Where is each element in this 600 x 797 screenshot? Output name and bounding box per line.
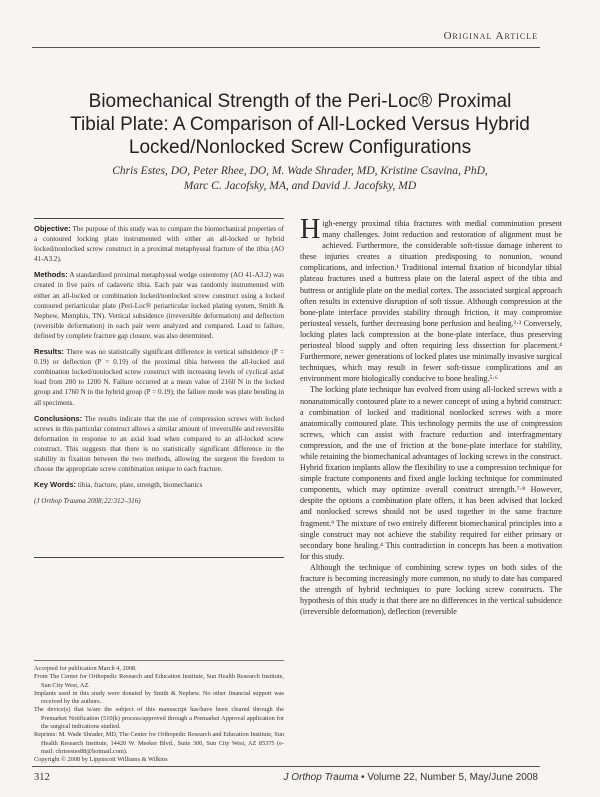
authors-line-1: Chris Estes, DO, Peter Rhee, DO, M. Wade Shrader, MD, Kristine Csavina, PhD, bbox=[112, 165, 488, 177]
journal-citation: (J Orthop Trauma 2008;22:312–316) bbox=[34, 497, 141, 506]
issue-info: • Volume 22, Number 5, May/June 2008 bbox=[358, 772, 538, 783]
article-title bbox=[40, 90, 560, 159]
footer-rule bbox=[32, 766, 540, 767]
body-paragraph-3: Although the technique of combining screw types on both sides of the fracture is becoming increasingly more common, no study to date has compared the strength of hybrid techniques to pure locking screw constructs. The hypothesis of this study is that there are no differences in the vertical subsidence (irreversible deformation), deflection (reversible bbox=[300, 562, 562, 617]
body-paragraph-2: The locking plate technique has evolved from using all-locked screws with a nonanatomically contoured plate to a newer concept of using a hybrid construct: a combination of locked and traditional nonlocked screws with a more anatomically contoured plate. This technology permits the use of compression screws, which can assist with fracture reduction and interfragmentary compression, and the use of friction at the bone-plate interface for stability, while retaining the biomechanical advantages of locking screws in the construct. Hybrid fixation implants allow the flexibility to use a compression technique for simple fracture components and fixed angle locking technique for comminuted components, which may optimize overall construct strength.⁷·⁸ However, despite the options a combination plate offers, it has been advised that locked and nonlocked screws should not be used together in the same fracture fragment.⁹ The mixture of two entirely different biomechanical principles into a single construct may not achieve the stability required for either primary or secondary bone healing.⁴ This contradiction in concepts has been a motivation for this study. bbox=[300, 385, 562, 561]
abstract bbox=[34, 218, 284, 558]
authors-line-2: Marc C. Jacofsky, MA, and David J. Jacofsky, MD bbox=[183, 180, 417, 192]
body-paragraph-1-text: igh-energy proximal tibia fractures with medial comminution present many challenges. Joint reduction and restoration of alignment must be achieved. Furthermore, the considerable soft-tissue damage inherent to these injuries creates a situation predisposing to nonunion, wound complications, and infection.¹ Traditional internal fixation of bicondylar tibial plateau fractures used a buttress plate on the lateral aspect of the tibia and buttress or antiglide plate on the medial cortex. The associated surgical approach often results in extensive disruption of soft tissue. Although compression at the bone-plate interface provides stability through friction, it may compromise periosteal vessels, further decreasing bone perfusion and healing.²·³ Conversely, locking plates lack compression at the bone-plate interface, thus preserving periosteal blood supply and often requiring less dissection for placement.⁴ Furthermore, newer generations of locked plates use minimally invasive surgical techniques, which may result in fewer soft-tissue complications and an environment more biologically conducive to bone healing.⁵·⁶ bbox=[300, 219, 562, 384]
footnote-devices: The device(s) that is/are the subject of this manuscript has/have been cleared through the Premarket Notification (510(k) process/approved through a Premarket Approval application for the surgical indications studied. bbox=[34, 706, 284, 731]
footnotes bbox=[34, 660, 284, 765]
abstract-objective bbox=[34, 224, 284, 264]
abstract-results bbox=[34, 347, 284, 408]
header-rule bbox=[32, 47, 540, 48]
methods-text: A standardized proximal metaphyseal wedge osteotomy (AO 41-A3.2) was created in five pairs of cadaveric tibia. Each pair was randomly instrumented with either an all-locked or combination locked/nonlocked screw construct using a locked contoured periarticular plate (Peri-Loc® periarticular locked plating system, Smith & Nephew, Memphis, TN). Vertical subsidence (irreversible deformation) and deflection (reversible deformation) in each pair were analyzed and compared. Load to failure, defined by complete fracture gap closure, was also determined. bbox=[34, 271, 284, 340]
results-label: Results: bbox=[34, 347, 64, 357]
objective-label: Objective: bbox=[34, 224, 71, 233]
drop-cap: H bbox=[300, 218, 321, 245]
footnote-accepted: Accepted for publication March 4, 2008. bbox=[34, 665, 137, 672]
conclusions-label: Conclusions: bbox=[34, 413, 83, 423]
keywords-label: Key Words: bbox=[34, 480, 77, 490]
footnote-copyright: Copyright © 2008 by Lippincott Williams & Wilkins bbox=[34, 756, 168, 764]
footnote-affiliation: From The Center for Orthopedic Research and Education Institute, Sun Health Research Institute, Sun City West, AZ. bbox=[34, 673, 284, 689]
results-text: There was no statistically significant difference in vertical subsidence (P = 0.19) or deflection (P = 0.19) of the proximal tibia between the all-locked and combination locked/nonlocked screw construct with increasing levels of cyclical axial load from 200 to 1200 N. Failure occurred at a mean value of 2160 N in the locked group and 1760 N in the hybrid group (P = 0.19); the failure mode was plate bending in all specimens. bbox=[34, 348, 284, 407]
section-label: Original Article bbox=[443, 30, 538, 42]
title-line-2: Tibial Plate: A Comparison of All-Locked Versus Hybrid bbox=[70, 114, 530, 135]
body-paragraph-1 bbox=[300, 218, 562, 384]
running-footer bbox=[283, 772, 538, 783]
page-number: 312 bbox=[34, 772, 50, 783]
author-list bbox=[40, 164, 560, 194]
conclusions-text: The results indicate that the use of compression screws with locked screws in this particular construct allows a similar amount of irreversible and reversible deformation in response to an axial load when compared to an all-locked screw construct. This suggests that there is no statistically significant difference in the stability in fixation between the two methods, allowing the surgeon the freedom to choose the appropriate screw combination unique to each fracture. bbox=[34, 414, 284, 474]
title-line-1: Biomechanical Strength of the Peri-Loc® Proximal bbox=[88, 91, 512, 112]
journal-name: J Orthop Trauma bbox=[283, 772, 359, 783]
body-text-column bbox=[300, 218, 562, 756]
footnote-implants: Implants used in this study were donated by Smith & Nephew. No other financial support was received by the authors. bbox=[34, 689, 284, 706]
abstract-conclusions bbox=[34, 414, 284, 475]
objective-text: The purpose of this study was to compare the biomechanical properties of a contoured locking plate instrumented with either an all-locked or hybrid locked/nonlocked screw construct in a proximal metaphyseal fracture of the tibia (AO 41-A3.2). bbox=[34, 225, 285, 264]
abstract-methods bbox=[34, 270, 284, 341]
abstract-keywords bbox=[34, 480, 284, 490]
title-line-3: Locked/Nonlocked Screw Configurations bbox=[128, 137, 472, 158]
footnote-reprints: Reprints: M. Wade Shrader, MD, The Center for Orthopedic Research and Education Institute, Sun Health Research Institute, 14420 W. Meeker Blvd., Suite 300, Sun City West, AZ 85375 (e-mail: chrisestes88@hotmail.com). bbox=[34, 731, 284, 755]
keywords-text: tibia, fracture, plate, strength, biomechanics bbox=[77, 481, 203, 490]
methods-label: Methods: bbox=[34, 270, 68, 280]
